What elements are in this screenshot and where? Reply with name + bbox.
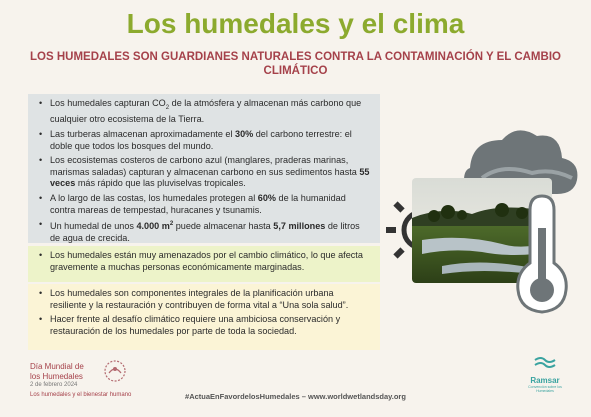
climate-wetland-illustration: [382, 118, 582, 318]
action-item-society: • Hacer frente al desafío climático requiere una ambiciosa conservación y restauración de los humedales por parte de toda la sociedad.: [38, 314, 372, 337]
page-title: Los humedales y el clima: [126, 8, 465, 39]
fact-peatlands: • Las turberas almacenan aproximadamente el 30% del carbono terrestre: el doble que todos los bosques del mundo.: [38, 129, 372, 152]
action-box: [28, 284, 380, 350]
threat-box: [28, 246, 380, 282]
footer-hashtag: #ActuaEnFavordelosHumedales – www.worldwetlandsday.org: [185, 392, 406, 401]
action-item-urban: • Los humedales son componentes integrales de la planificación urbana resiliente y la restauración y contribuyen de forma vital a “Una sola salud”.: [38, 288, 372, 311]
fact-coast-protection: • A lo largo de las costas, los humedales protegen al 60% de la humanidad contra mareas de tempestad, huracanes y tsunamis.: [38, 193, 372, 216]
facts-box: [28, 94, 380, 243]
fact-co2: • Los humedales capturan $CO_2$ de la atmósfera y almacenan más carbono que cualquier otro ecosistema de la Tierra.: [38, 98, 372, 126]
fact-flood-storage: • Un humedal de unos 4.000 $m^2$ puede almacenar hasta 5,7 millones de litros de agua de crecida.: [38, 219, 372, 244]
page-subtitle: LOS HUMEDALES SON GUARDIANES NATURALES CONTRA LA CONTAMINACIÓN Y EL CAMBIO CLIMÁTICO: [30, 51, 561, 77]
ramsar-logo: Ramsar Convención sobre los Humedales: [525, 355, 565, 393]
wetlands-day-emblem-icon: [103, 359, 127, 388]
ramsar-wave-icon: [533, 355, 557, 371]
threat-item: • Los humedales están muy amenazados por el cambio climático, lo que afecta gravemente a muchas personas económicamente marginadas.: [38, 250, 372, 273]
fact-blue-carbon: • Los ecosistemas costeros de carbono azul (manglares, praderas marinas, marismas saladas) capturan y almacenan carbono en sus sedimentos hasta 55 veces más rápido que las pluviselvas tropicales.: [38, 155, 372, 190]
world-wetlands-day-logo: Día Mundial de los Humedales 2 de febrero 2024 Los humedales y el bienestar humano: [30, 362, 132, 398]
